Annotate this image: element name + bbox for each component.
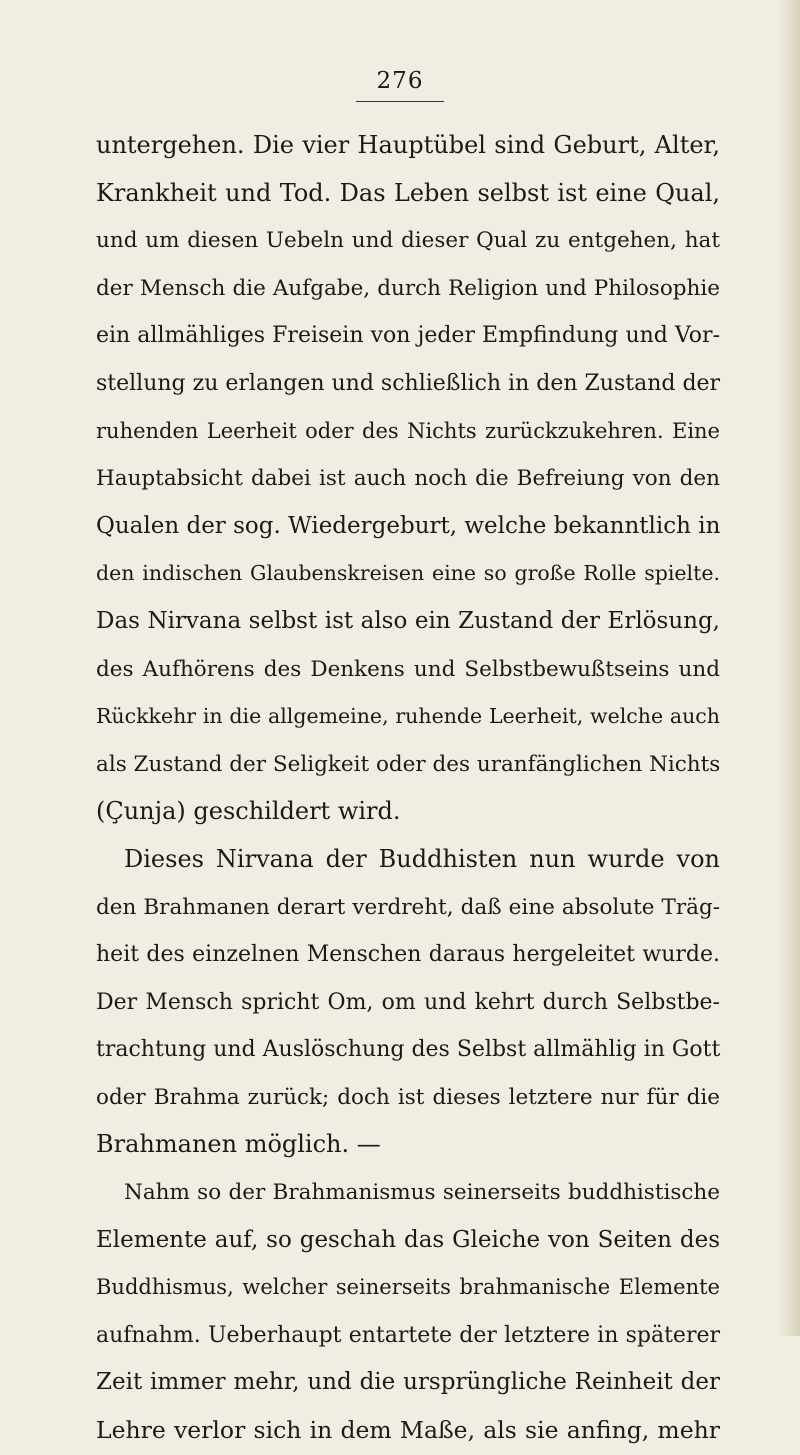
text-line: und um diesen Uebeln und dieser Qual zu entgehen, hat: [96, 228, 720, 254]
text-line: Nahm so der Brahmanismus seinerseits buddhistische: [124, 1180, 720, 1206]
page-number-rule: [356, 101, 444, 102]
text-line: Krankheit und Tod. Das Leben selbst ist eine Qual,: [96, 178, 720, 207]
text-line: ruhenden Leerheit oder des Nichts zurückzukehren. Eine: [96, 418, 720, 443]
text-line: Dieses Nirvana der Buddhisten nun wurde von: [124, 844, 720, 873]
text-line: untergehen. Die vier Hauptübel sind Geburt, Alter,: [96, 131, 720, 159]
page-number: 276: [376, 68, 424, 94]
text-line: Der Mensch spricht Om, om und kehrt durch Selbstbe-: [96, 989, 720, 1015]
text-line: oder Brahma zurück; doch ist dieses letztere nur für die: [96, 1084, 720, 1110]
text-line: aufnahm. Ueberhaupt entartete der letztere in späterer: [96, 1322, 720, 1348]
text-line: Qualen der sog. Wiedergeburt, welche bekanntlich in: [96, 512, 721, 539]
text-line: der Mensch die Aufgabe, durch Religion und Philosophie: [96, 275, 720, 301]
text-line: Das Nirvana selbst ist also ein Zustand der Erlösung,: [96, 607, 720, 634]
text-line: des Aufhörens des Denkens und Selbstbewußtseins und: [96, 656, 720, 682]
text-line: Buddhismus, welcher seinerseits brahmanische Elemente: [96, 1275, 720, 1300]
text-line: (Çunja) geschildert wird.: [96, 797, 401, 826]
text-line: als Zustand der Seligkeit oder des uranfänglichen Nichts: [96, 751, 721, 777]
text-line: Elemente auf, so geschah das Gleiche von Seiten des: [96, 1226, 720, 1253]
text-line: den indischen Glaubenskreisen eine so große Rolle spielte.: [96, 561, 720, 586]
text-line: Rückkehr in die allgemeine, ruhende Leerheit, welche auch: [96, 704, 720, 729]
text-line: Lehre verlor sich in dem Maße, als sie anfing, mehr: [96, 1416, 720, 1445]
page-edge-shading: [778, 0, 800, 1336]
text-line: trachtung und Auslöschung des Selbst allmählig in Gott: [96, 1037, 721, 1063]
text-line: den Brahmanen derart verdreht, daß eine absolute Träg-: [96, 894, 720, 920]
text-line: Zeit immer mehr, und die ursprüngliche Reinheit der: [96, 1369, 720, 1396]
text-line: Hauptabsicht dabei ist auch noch die Befreiung von den: [96, 466, 720, 492]
text-line: ein allmähliges Freisein von jeder Empfindung und Vor-: [96, 323, 720, 349]
text-line: Brahmanen möglich. —: [96, 1130, 381, 1159]
text-line: stellung zu erlangen und schließlich in den Zustand der: [96, 370, 721, 396]
body-text: [96, 122, 720, 1455]
text-line: heit des einzelnen Menschen daraus hergeleitet wurde.: [96, 942, 720, 968]
